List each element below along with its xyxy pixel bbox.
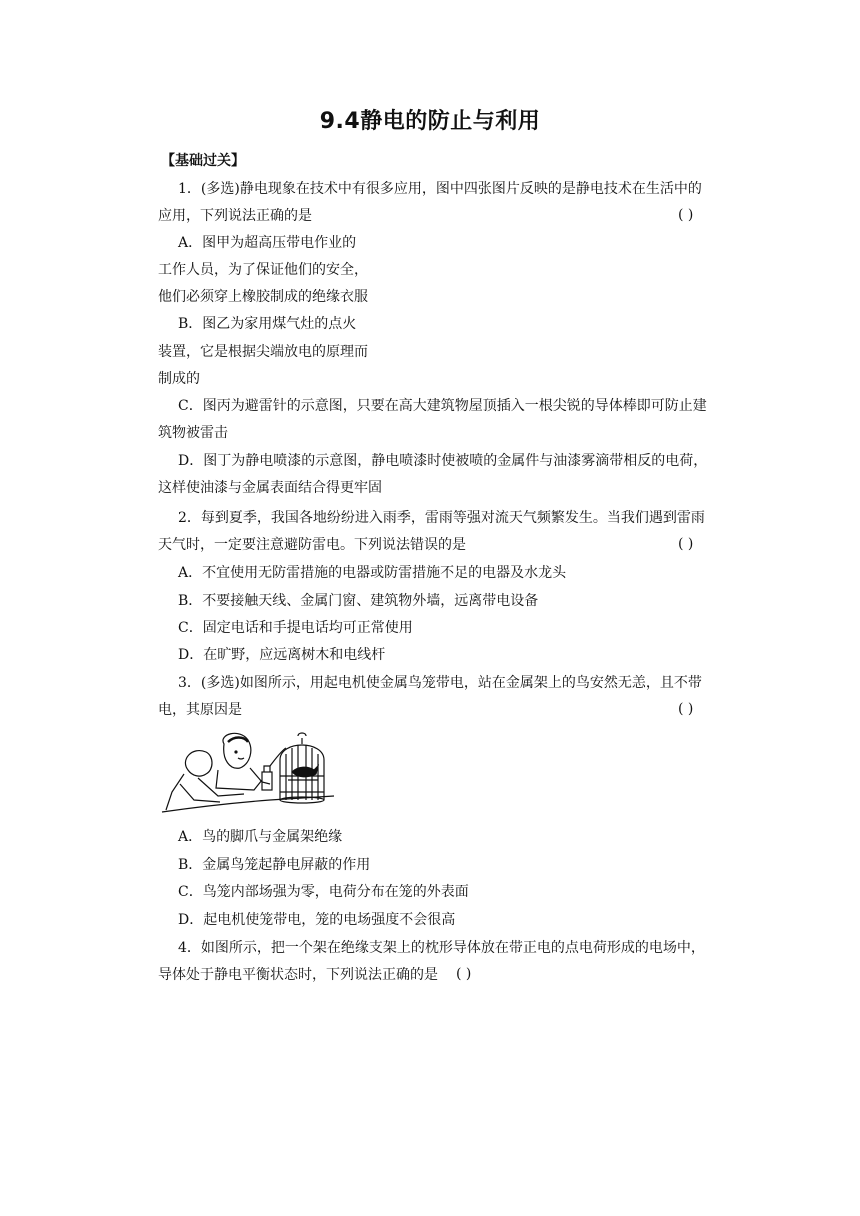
q3-option-c: C．鸟笼内部场强为零，电荷分布在笼的外表面 xyxy=(178,884,469,900)
q1-option-a: A．图甲为超高压带电作业的 xyxy=(178,235,357,251)
q1-option-a-line2: 工作人员，为了保证他们的安全， xyxy=(158,262,368,278)
q3-answer-blank: ( ) xyxy=(678,701,694,717)
q1-option-b-line3: 制成的 xyxy=(158,371,200,387)
q2-option-d: D．在旷野，应远离树木和电线杆 xyxy=(178,647,386,663)
q1-stem-line2: 应用，下列说法正确的是 xyxy=(158,208,312,224)
q1-option-a-line3: 他们必须穿上橡胶制成的绝缘衣服 xyxy=(158,289,368,305)
q1-option-b-line2: 装置，它是根据尖端放电的原理而 xyxy=(158,344,368,360)
q2-option-c: C．固定电话和手提电话均可正常使用 xyxy=(178,620,413,636)
q3-option-a: A．鸟的脚爪与金属架绝缘 xyxy=(178,829,343,845)
q1-option-c-line2: 筑物被雷击 xyxy=(158,425,228,441)
q2-option-a: A．不宜使用无防雷措施的电器或防雷措施不足的电器及水龙头 xyxy=(178,565,567,581)
q4-stem-line1: 4．如图所示，把一个架在绝缘支架上的枕形导体放在带正电的点电荷形成的电场中， xyxy=(178,940,705,956)
q1-stem-line1: 1．(多选)静电现象在技术中有很多应用，图中四张图片反映的是静电技术在生活中的 xyxy=(178,181,702,197)
q1-answer-blank: ( ) xyxy=(678,207,694,223)
q1-option-d: D．图丁为静电喷漆的示意图，静电喷漆时使被喷的金属件与油漆雾滴带相反的电荷， xyxy=(178,453,708,469)
q1-option-b: B．图乙为家用煤气灶的点火 xyxy=(178,316,357,332)
q2-stem-line1: 2．每到夏季，我国各地纷纷进入雨季，雷雨等强对流天气频繁发生。当我们遇到雷雨 xyxy=(178,510,705,526)
q2-answer-blank: ( ) xyxy=(678,536,694,552)
q3-stem-line1: 3．(多选)如图所示，用起电机使金属鸟笼带电，站在金属架上的鸟安然无恙，且不带 xyxy=(178,675,702,691)
q4-answer-blank: ( ) xyxy=(456,966,472,982)
q2-option-b: B．不要接触天线、金属门窗、建筑物外墙，远离带电设备 xyxy=(178,593,539,609)
q1-option-d-line2: 这样使油漆与金属表面结合得更牢固 xyxy=(158,480,382,496)
q3-stem-line2: 电，其原因是 xyxy=(158,702,242,718)
birdcage-illustration xyxy=(158,730,338,816)
q3-option-b: B．金属鸟笼起静电屏蔽的作用 xyxy=(178,857,371,873)
q3-option-d: D．起电机使笼带电，笼的电场强度不会很高 xyxy=(178,912,456,928)
page-title: 9.4静电的防止与利用 xyxy=(319,109,541,134)
section-heading: 【基础过关】 xyxy=(161,153,245,169)
q4-stem-line2: 导体处于静电平衡状态时，下列说法正确的是 xyxy=(158,967,438,983)
q2-stem-line2: 天气时，一定要注意避防雷电。下列说法错误的是 xyxy=(158,537,466,553)
q1-option-c: C．图丙为避雷针的示意图，只要在高大建筑物屋顶插入一根尖锐的导体棒即可防止建 xyxy=(178,398,707,414)
